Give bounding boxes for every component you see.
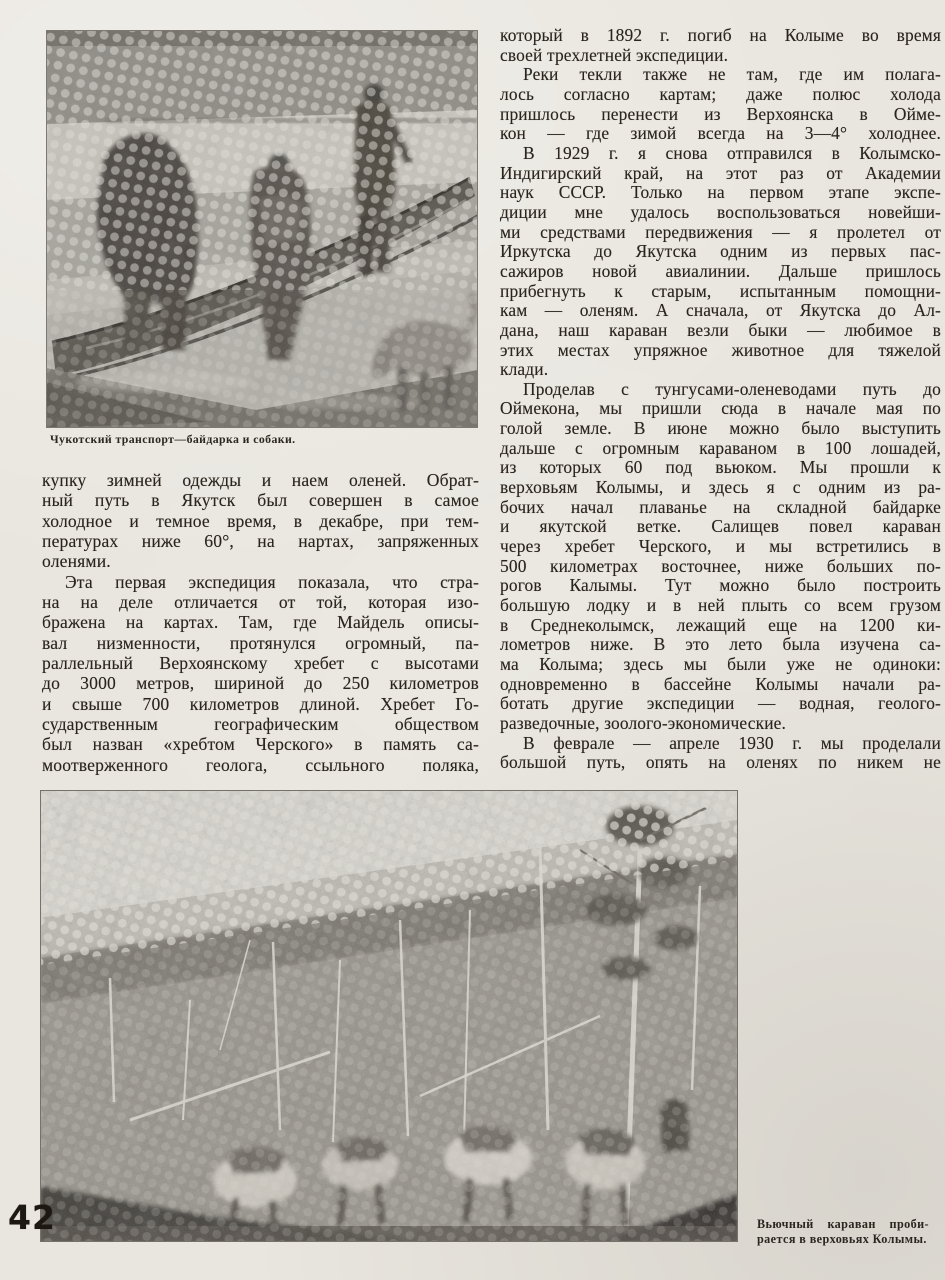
text-line: купку зимней одежды и наем оленей. Обрат- — [42, 470, 479, 490]
text-line: Иркутска до Якутска одним из первых пас- — [500, 241, 941, 262]
text-line: большой путь, опять на оленях по никем не — [500, 752, 941, 773]
text-line: ный путь в Якутск был совершен в самое — [42, 490, 479, 511]
text-line: этих местах упряжное животное для тяжелой — [500, 339, 941, 360]
text-line: лось согласно картам; даже полюс холода — [500, 83, 941, 104]
text-line: диции мне удалось воспользоваться новейши- — [500, 201, 941, 222]
photo-caption-bottom — [757, 1217, 929, 1247]
text-line: разведочные, зоолого-экономические. — [500, 712, 787, 733]
text-line: рогов Калымы. Тут можно было построить — [500, 575, 941, 596]
text-line: верховьям Колымы, и здесь я с одним из ра- — [500, 477, 941, 498]
caption-line: рается в верховьях Колымы. — [757, 1232, 927, 1246]
text-line: лометров ниже. В это лето была изучена са- — [500, 634, 941, 655]
text-line: дана, наш караван везли быки — любимое в — [500, 319, 941, 340]
photo-kayak-and-dogs — [46, 30, 478, 428]
text-line: В феврале — апреле 1930 г. мы проделали — [523, 732, 941, 753]
photo-pack-caravan — [40, 790, 738, 1242]
text-line: ми средствами передвижения — я пролетел от — [500, 221, 941, 242]
text-line: до 3000 метров, шириной до 250 километров — [42, 673, 479, 694]
text-line: из которых 60 под вьюком. Мы прошли к — [500, 457, 941, 478]
text-line: 500 километрах восточнее, ниже больших по- — [500, 555, 941, 576]
text-line: ботать другие экспедиции — водная, геолого- — [500, 693, 941, 714]
text-line: прибегнуть к старым, испытанным помощни- — [500, 280, 941, 301]
text-line: пришлось перенести из Верхоянска в Ойме- — [500, 103, 941, 124]
text-line: Индигирский край, на этот раз от Академии — [500, 162, 941, 183]
text-line: оленями. — [42, 551, 111, 572]
text-line: Оймекона, мы пришли сюда в начале мая по — [500, 398, 941, 419]
text-line: сударственным географическим обществом — [42, 714, 479, 735]
text-line: и якутской ветке. Салищев повел караван — [500, 516, 941, 537]
text-line: Реки текли также не там, где им полага- — [523, 64, 941, 85]
text-line: ма Колыма; здесь мы были уже не одиноки: — [500, 654, 941, 674]
text-line: через хребет Черского, и мы встретились в — [500, 536, 941, 557]
text-line: голой земле. В июне можно было выступить — [500, 418, 941, 439]
photo-caption-top: Чукотский транспорт—байдарка и собаки. — [50, 432, 296, 446]
text-column-right — [500, 26, 941, 773]
text-line: раллельный Верхоянскому хребет с высотами — [42, 653, 479, 674]
page-number: 42 — [8, 1198, 56, 1237]
text-line: клади. — [500, 359, 549, 380]
text-line: наук СССР. Только на первом этапе экспе- — [500, 182, 941, 203]
text-line: был назван «хребтом Черского» в память са- — [42, 734, 479, 755]
text-line: сажиров новой авиалинии. Дальше пришлось — [500, 260, 941, 281]
caption-line: Вьючный караван проби- — [757, 1217, 929, 1231]
text-line: холодное и темное время, в декабре, при тем- — [42, 510, 479, 531]
text-line: на на деле отличается от той, которая изо- — [42, 592, 479, 613]
text-line: который в 1892 г. погиб на Колыме во время — [500, 25, 941, 45]
text-line: бражена на картах. Там, где Майдель описы- — [42, 612, 479, 633]
text-line: В 1929 г. я снова отправился в Колымско- — [523, 142, 941, 163]
text-column-left — [42, 470, 479, 775]
text-line: и свыше 700 километров длиной. Хребет Го- — [42, 693, 479, 714]
text-line: одновременно в бассейне Колымы начали ра- — [500, 673, 941, 694]
text-line: бочих начал плаванье на складной байдарке — [500, 496, 941, 517]
text-line: вал низменности, протянулся огромный, па- — [42, 632, 479, 653]
text-line: большую лодку и в ней плыть со всем грузом — [500, 595, 941, 616]
text-line: пературах ниже 60°, на нартах, запряженных — [42, 531, 479, 552]
text-line: Эта первая экспедиция показала, что стра- — [65, 571, 479, 592]
text-line: в Среднеколымск, лежащий еще на 1200 ки- — [500, 614, 941, 635]
text-line: кон — где зимой всегда на 3—4° холоднее. — [500, 123, 941, 144]
text-line: кам — оленям. А сначала, от Якутска до Ал- — [500, 300, 941, 321]
text-line: своей трехлетней экспедиции. — [500, 44, 729, 65]
text-line: Проделав с тунгусами-оленеводами путь до — [523, 378, 941, 399]
text-line: моотверженного геолога, ссыльного поляка, — [42, 754, 479, 775]
text-line: дальше с огромным караваном в 100 лошадей, — [500, 437, 941, 458]
